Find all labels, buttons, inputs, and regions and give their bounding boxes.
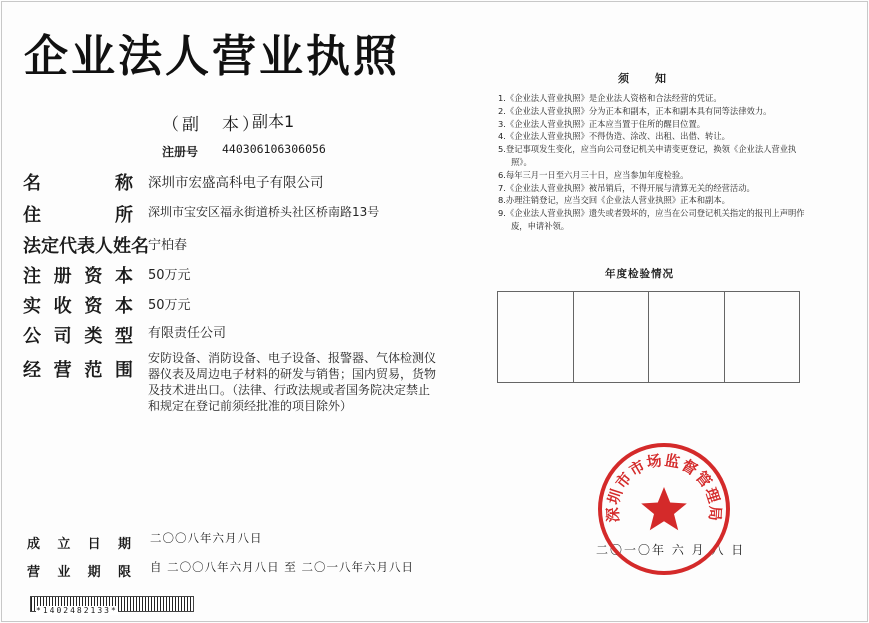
seal-star-icon — [641, 487, 687, 530]
notice-title: 须知 — [618, 72, 692, 85]
inspection-cell — [725, 292, 800, 382]
term-label: 营 业 期 限 — [27, 565, 131, 580]
notice-item: 8.办理注销登记，应当交回《企业法人营业执照》正本和副本。 — [498, 195, 730, 206]
notice-item: 7.《企业法人营业执照》被吊销后，不得开展与清算无关的经营活动。 — [498, 182, 755, 193]
annual-inspection-grid — [497, 291, 800, 383]
field-label-name: 名 称 — [23, 173, 133, 194]
notice-list — [498, 92, 816, 233]
field-label-registered-capital: 注 册 资 本 — [23, 266, 133, 287]
inspection-cell — [649, 292, 725, 382]
field-value-business-scope: 安防设备、消防设备、电子设备、报警器、气体检测仪器仪表及周边电子材料的研发与销售；国内贸易，货物及技术进出口。（法律、行政法规或者国务院决定禁止和规定在登记前须经批准的项目除外） — [148, 351, 437, 413]
field-value-address: 深圳市宝安区福永街道桥头社区桥南路13号 — [148, 205, 380, 219]
established-date: 二〇〇八年六月八日 — [150, 531, 263, 545]
notice-item: 1.《企业法人营业执照》是企业法人资格和合法经营的凭证。 — [498, 93, 722, 103]
registration-number: 440306106306056 — [222, 142, 326, 156]
notice-item: 6.每年三月一日至六月三十日，应当参加年度检验。 — [498, 169, 689, 180]
notice-item: 9.《企业法人营业执照》遗失或者毁坏的，应当在公司登记机关指定的报刊上声明作废，申请补领。 — [498, 208, 805, 231]
copy-label: （副 本） — [162, 115, 262, 135]
notice-item: 2.《企业法人营业执照》分为正本和副本，正本和副本具有同等法律效力。 — [498, 105, 772, 116]
annual-inspection-title: 年度检验情况 — [605, 268, 674, 280]
established-label: 成 立 日 期 — [27, 537, 131, 552]
field-value-paid-capital: 50万元 — [148, 298, 191, 313]
license-title: 企业法人营业执照 — [24, 31, 400, 82]
official-seal — [596, 441, 732, 577]
copy-number: 副本1 — [252, 112, 295, 131]
inspection-cell — [574, 292, 650, 382]
inspection-cell — [498, 292, 574, 382]
issue-date: 二〇一〇年 六 月 八 日 — [596, 543, 746, 557]
barcode-text: *1402482133* — [36, 606, 118, 615]
field-value-registered-capital: 50万元 — [148, 268, 191, 283]
notice-item: 4.《企业法人营业执照》不得伪造、涂改、出租、出借、转让。 — [498, 131, 730, 142]
notice-item: 5.登记事项发生变化，应当向公司登记机关申请变更登记，换领《企业法人营业执照》。 — [498, 144, 797, 167]
field-value-name: 深圳市宏盛高科电子有限公司 — [148, 175, 324, 191]
seal-text: 深圳市市场监督管理局 — [603, 451, 725, 523]
field-label-address: 住 所 — [23, 205, 133, 226]
business-term: 自 二〇〇八年六月八日 至 二〇一八年六月八日 — [150, 560, 414, 574]
field-label-paid-capital: 实 收 资 本 — [23, 296, 133, 317]
field-label-company-type: 公 司 类 型 — [23, 326, 133, 347]
field-label-legal-rep: 法 定 代 表 人 姓 名 — [23, 236, 149, 257]
field-label-business-scope: 经 营 范 围 — [23, 360, 133, 381]
field-value-company-type: 有限责任公司 — [148, 326, 227, 341]
field-value-legal-rep: 宁柏春 — [148, 238, 188, 253]
registration-label: 注册号 — [162, 145, 199, 159]
notice-item: 3.《企业法人营业执照》正本应当置于住所的醒目位置。 — [498, 118, 706, 129]
